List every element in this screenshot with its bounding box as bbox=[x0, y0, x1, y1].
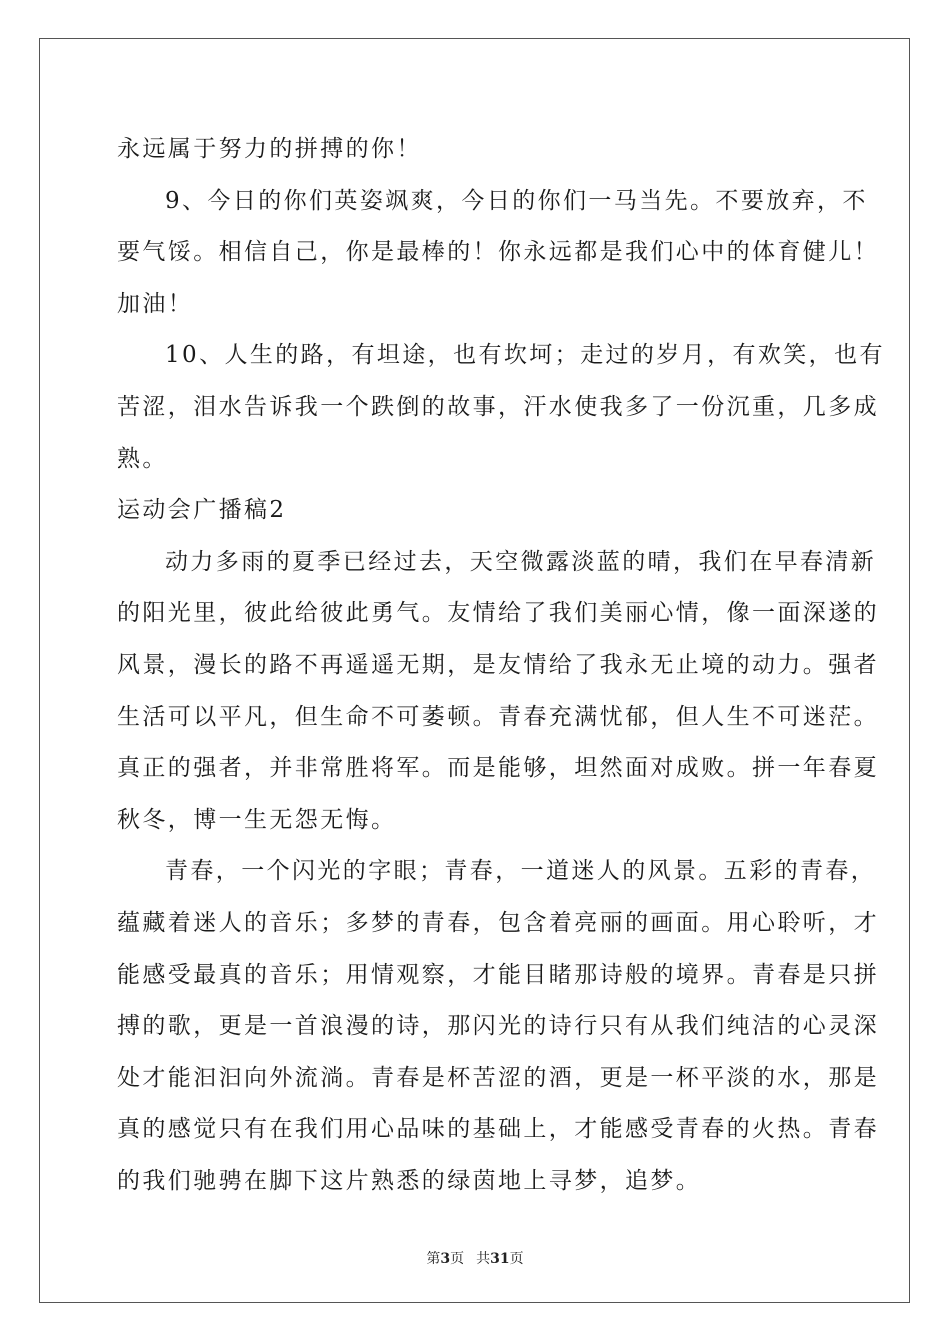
footer-page-suffix: 页 bbox=[450, 1251, 465, 1267]
text-line: 青春，一个闪光的字眼；青春，一道迷人的风景。五彩的青春， bbox=[165, 858, 877, 885]
text-line: 熟。 bbox=[117, 445, 168, 472]
text-line: 动力多雨的夏季已经过去，天空微露淡蓝的晴，我们在早春清新 bbox=[165, 548, 877, 575]
footer-total-suffix: 页 bbox=[509, 1251, 524, 1267]
text-line: 要气馁。相信自己，你是最棒的！你永远都是我们心中的体育健儿！ bbox=[117, 239, 879, 266]
text-line: 的阳光里，彼此给彼此勇气。友情给了我们美丽心情，像一面深遂的 bbox=[117, 600, 879, 627]
text-line: 苦涩，泪水告诉我一个跌倒的故事，汗水使我多了一份沉重，几多成 bbox=[117, 393, 879, 420]
text-line: 生活可以平凡，但生命不可萎顿。青春充满忧郁，但人生不可迷茫。 bbox=[117, 703, 879, 730]
text-line: 蕴藏着迷人的音乐；多梦的青春，包含着亮丽的画面。用心聆听，才 bbox=[117, 909, 879, 936]
text-line: 风景，漫长的路不再遥遥无期，是友情给了我永无止境的动力。强者 bbox=[117, 651, 879, 678]
text-line: 真正的强者，并非常胜将军。而是能够，坦然面对成败。拼一年春夏 bbox=[117, 755, 879, 782]
text-line: 9、今日的你们英姿飒爽，今日的你们一马当先。不要放弃，不 bbox=[165, 187, 868, 214]
footer-total-pages: 31 bbox=[490, 1251, 510, 1267]
text-line: 能感受最真的音乐；用情观察，才能目睹那诗般的境界。青春是只拼 bbox=[117, 961, 879, 988]
text-line: 搏的歌，更是一首浪漫的诗，那闪光的诗行只有从我们纯洁的心灵深 bbox=[117, 1013, 879, 1040]
text-line: 真的感觉只有在我们用心品味的基础上，才能感受青春的火热。青春 bbox=[117, 1116, 879, 1143]
text-line: 处才能汩汩向外流淌。青春是杯苦涩的酒，更是一杯平淡的水，那是 bbox=[117, 1064, 879, 1091]
text-line: 10、人生的路，有坦途，也有坎坷；走过的岁月，有欢笑，也有 bbox=[165, 342, 885, 369]
document-body bbox=[117, 124, 885, 1207]
text-line: 永远属于努力的拼搏的你！ bbox=[117, 136, 422, 162]
footer-total-prefix: 共 bbox=[476, 1251, 491, 1267]
page-footer bbox=[0, 1248, 950, 1268]
text-line: 的我们驰骋在脚下这片熟悉的绿茵地上寻梦，追梦。 bbox=[117, 1167, 702, 1194]
footer-page-number: 3 bbox=[440, 1251, 451, 1267]
text-line: 加油！ bbox=[117, 290, 194, 317]
text-line: 运动会广播稿2 bbox=[117, 497, 287, 524]
footer-page-prefix: 第 bbox=[426, 1251, 441, 1267]
text-line: 秋冬，博一生无怨无悔。 bbox=[117, 806, 397, 833]
